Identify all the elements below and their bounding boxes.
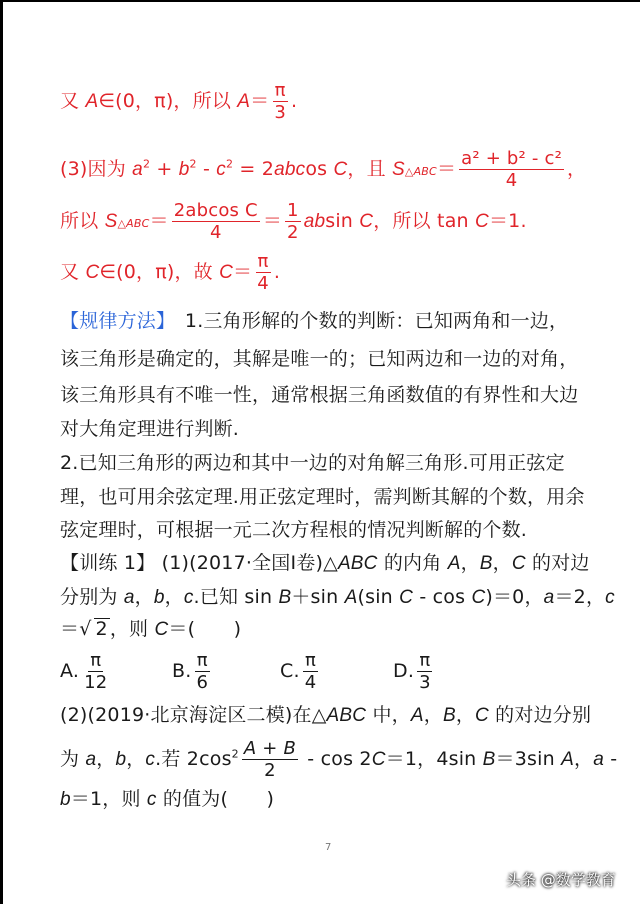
solution-line-4 — [60, 251, 280, 294]
page-number: 7 — [325, 842, 332, 853]
var: C — [333, 159, 348, 180]
option-label: A. — [60, 660, 80, 682]
var: a — [85, 749, 97, 770]
fraction — [172, 200, 260, 243]
fraction — [459, 148, 564, 191]
var: b — [153, 587, 165, 608]
text: ， — [492, 552, 512, 574]
var: C — [511, 553, 526, 574]
fraction — [242, 738, 298, 781]
var: ABC — [337, 553, 378, 574]
text: 又 — [60, 90, 86, 112]
numerator: 2abcos C — [173, 200, 258, 221]
var: C — [371, 749, 386, 770]
text: 中， — [366, 704, 411, 726]
option-label: B. — [172, 660, 192, 682]
option-c — [280, 650, 321, 693]
var: C — [85, 262, 100, 283]
subscript: △ABC — [117, 217, 150, 230]
numerator: 1 — [287, 200, 299, 221]
solution-line-3 — [60, 200, 527, 243]
method-line-1 — [60, 306, 568, 333]
var: A — [237, 91, 251, 112]
numerator: π — [90, 650, 102, 671]
text: ， — [423, 704, 443, 726]
text: (3)因为 — [60, 158, 133, 180]
var: C — [475, 211, 489, 232]
text: - cos — [413, 586, 472, 608]
exercise2-line-1 — [60, 700, 591, 727]
text: ＝ — [233, 261, 253, 283]
option-b — [172, 650, 213, 693]
var: abc — [274, 159, 306, 180]
denominator: 12 — [84, 672, 108, 693]
denominator: 3 — [419, 672, 431, 693]
denominator: 4 — [209, 222, 222, 243]
denominator: 4 — [304, 672, 317, 693]
denominator: 2 — [287, 222, 299, 243]
fraction — [417, 650, 433, 693]
var: A — [344, 587, 358, 608]
var: S — [392, 159, 405, 180]
numerator: π — [274, 80, 286, 101]
subscript: △ABC — [404, 165, 437, 178]
exponent: 2 — [225, 157, 234, 171]
var: c — [216, 159, 226, 180]
option-label: C. — [280, 660, 300, 682]
text: ， — [164, 586, 184, 608]
var: a — [123, 587, 135, 608]
var: C — [399, 587, 414, 608]
text: ， — [134, 586, 154, 608]
text: ＝1，则 — [70, 788, 147, 810]
radicand: 2 — [95, 618, 108, 640]
text: 的对边 — [525, 552, 590, 574]
text: ＝ — [149, 210, 169, 232]
text: ＋sin — [291, 586, 345, 608]
text: ， — [126, 748, 146, 770]
text: - cos 2 — [301, 748, 372, 770]
method-line-2: 该三角形是确定的，其解是唯一的；已知两边和一边的对角， — [60, 348, 579, 370]
text: ＝ — [436, 158, 457, 180]
method-line-3: 该三角形具有不唯一性，通常根据三角函数值的有界性和大边 — [60, 384, 579, 406]
fraction — [82, 650, 109, 693]
var: C — [471, 587, 486, 608]
text: ， — [455, 704, 476, 726]
text: )＝0， — [485, 586, 544, 608]
exercise-tag: 【训练 1】 — [60, 552, 156, 574]
var: C — [359, 211, 374, 232]
text: ，所以 tan — [373, 210, 476, 232]
var: c — [605, 587, 615, 608]
exercise-line-3 — [60, 614, 241, 641]
text: ，则 — [109, 618, 155, 640]
numerator: π — [419, 650, 431, 671]
numerator: π — [305, 650, 317, 671]
text: ＝3sin — [495, 748, 562, 770]
text: 的值为( ) — [156, 788, 275, 810]
denominator: 4 — [257, 273, 269, 294]
text: = 2 — [233, 158, 275, 180]
method-line-7: 弦定理时，可根据一元二次方程根的情况判断解的个数. — [60, 519, 528, 541]
exponent: 2 — [142, 157, 151, 171]
solution-line-1 — [60, 80, 297, 123]
text: ＝1，4sin — [385, 748, 483, 770]
numerator: π — [257, 251, 269, 272]
text: ， — [96, 748, 116, 770]
method-line-6: 理，也可用余弦定理.用正弦定理时，需判断其解的个数，用余 — [60, 486, 585, 508]
text: 所以 — [60, 210, 105, 232]
option-a — [60, 650, 112, 693]
numerator: π — [196, 650, 208, 671]
text: ＝ — [262, 210, 283, 232]
var: b — [60, 789, 71, 810]
exponent: 2 — [231, 747, 239, 761]
text: ＝1. — [488, 210, 527, 232]
var: A — [410, 705, 424, 726]
var: b — [178, 159, 190, 180]
text: 的对边分别 — [488, 704, 592, 726]
var: B — [482, 749, 496, 770]
text: - — [603, 748, 618, 770]
var: a — [132, 159, 143, 180]
var: b — [115, 749, 127, 770]
text: ＝2， — [554, 586, 606, 608]
var: c — [146, 789, 157, 810]
var: B — [442, 705, 456, 726]
var: S — [104, 211, 118, 232]
denominator: 6 — [196, 672, 209, 693]
text: . — [291, 90, 298, 112]
page-frame-left — [0, 0, 3, 904]
text: + — [150, 158, 179, 180]
text: (1)(2017·全国Ⅰ卷)△ — [155, 552, 338, 574]
option-label: D. — [393, 660, 415, 682]
text: (sin — [357, 586, 400, 608]
text: ， — [567, 158, 587, 180]
var: C — [154, 619, 169, 640]
fraction — [303, 650, 319, 693]
exponent: 2 — [189, 157, 197, 171]
text: - — [196, 158, 217, 180]
var: A — [447, 553, 461, 574]
exercise2-line-3 — [60, 784, 274, 811]
numerator: a² + b² - c² — [461, 148, 563, 169]
text: 又 — [60, 261, 86, 283]
text: 分别为 — [60, 586, 124, 608]
option-d — [393, 650, 436, 693]
text: sin — [325, 210, 360, 232]
text: ∈(0，π)，所以 — [98, 90, 238, 112]
text: . — [273, 261, 281, 283]
numerator: A + B — [243, 738, 297, 759]
watermark: 头条 @数学教育 — [506, 871, 616, 889]
var: c — [183, 587, 194, 608]
exercise-line-1 — [60, 548, 590, 575]
var: B — [278, 587, 292, 608]
text: ， — [460, 552, 480, 574]
solution-line-2 — [60, 148, 586, 191]
text: 的内角 — [377, 552, 448, 574]
text: 1.三角形解的个数的判断：已知两角和一边， — [165, 310, 569, 332]
var: B — [479, 553, 493, 574]
sqrt-sign-icon: √ — [79, 618, 92, 640]
method-tag: 【规律方法】 — [60, 310, 166, 332]
exercise-line-2 — [60, 582, 615, 609]
denominator: 2 — [264, 760, 276, 781]
var: a — [593, 749, 604, 770]
denominator: 4 — [505, 170, 518, 191]
text: (2)(2019·北京海淀区二模)在△ — [60, 704, 327, 726]
var: a — [543, 587, 555, 608]
text: ∈(0，π)，故 — [99, 261, 220, 283]
text: ，且 — [347, 158, 393, 180]
method-line-5: 2.已知三角形的两边和其中一边的对角解三角形.可用正弦定 — [60, 452, 565, 474]
text: ， — [573, 748, 594, 770]
var: ab — [303, 211, 326, 232]
method-line-4: 对大角定理进行判断. — [60, 418, 240, 440]
text: .已知 sin — [193, 586, 279, 608]
text: ＝( ) — [168, 618, 242, 640]
var: C — [475, 705, 489, 726]
denominator: 3 — [274, 102, 287, 123]
var: c — [145, 749, 156, 770]
text: ＝ — [60, 618, 80, 640]
var: A — [561, 749, 574, 770]
var: A — [85, 91, 99, 112]
text: .若 2cos — [155, 748, 232, 770]
fraction — [285, 200, 301, 243]
text: ＝ — [250, 90, 270, 112]
var: ABC — [326, 705, 367, 726]
var: C — [219, 262, 234, 283]
exercise2-line-2 — [60, 738, 617, 781]
text: 为 — [60, 748, 86, 770]
text: os — [305, 158, 334, 180]
fraction — [272, 80, 288, 123]
fraction — [194, 650, 210, 693]
page-frame-top — [0, 0, 640, 2]
fraction — [255, 251, 271, 294]
